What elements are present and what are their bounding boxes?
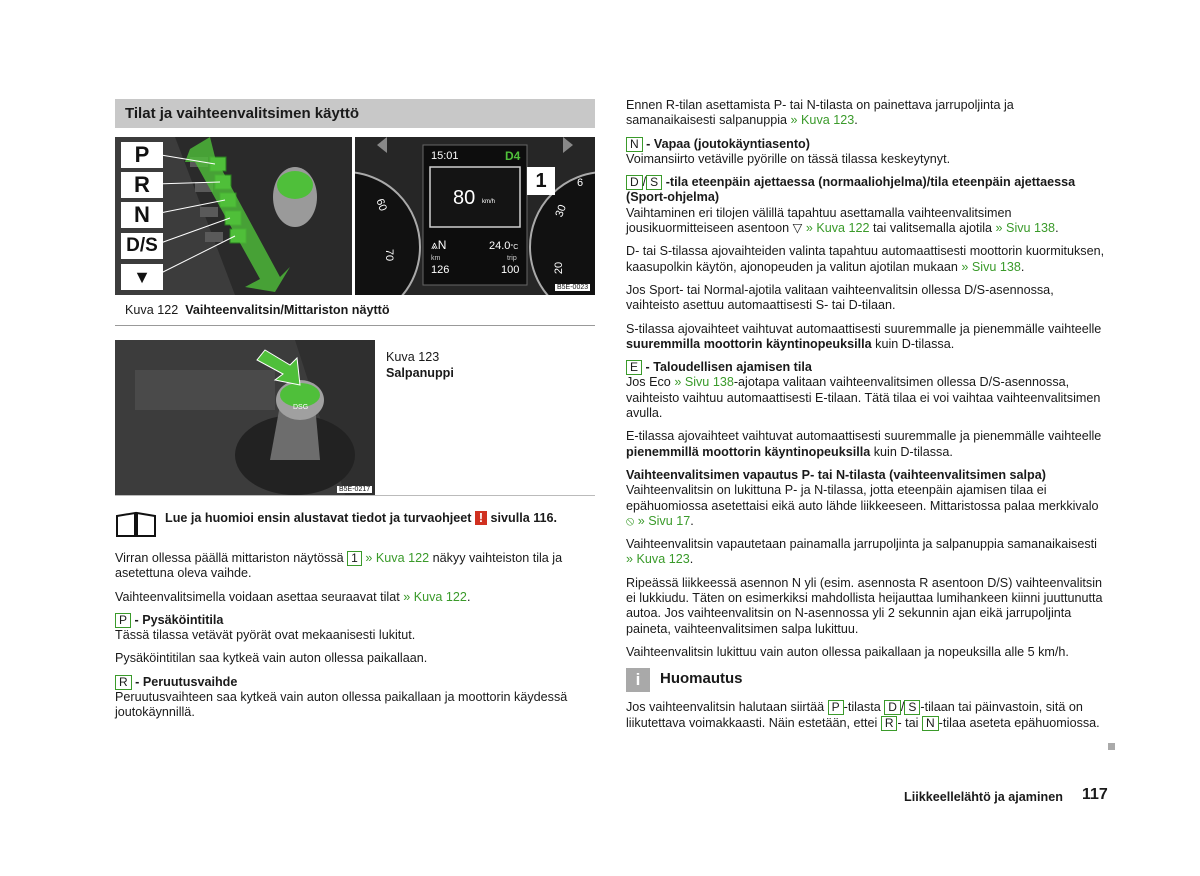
figure-123-caption-text: Salpanuppi [386, 366, 454, 380]
mode-d-box: D [626, 175, 643, 190]
link-sivu-138-c[interactable]: » Sivu 138 [674, 375, 734, 390]
warning-text-a: Lue ja huomioi ensin alustavat tiedot ja turvaohjeet [165, 511, 472, 525]
warning-icon: ! [475, 511, 487, 525]
r-paragraph-5: S-tilassa ajovaihteet vaihtuvat automaattisesti suuremmalle ja pienemmälle vaihteelle suuremmilla moottorin käyntinopeuksilla kuin D-tilassa. [626, 321, 1102, 351]
divider-1 [115, 325, 595, 326]
tick-right-30: 30 [553, 203, 569, 219]
info-icon: i [626, 668, 650, 692]
shift-lock: Vaihteenvalitsimen vapautus P- tai N-tilasta (vaihteenvalitsimen salpa) Vaihteenvalitsin on lukittuna P- ja N-tilassa, jotta eteenpäin ajamisen tilaa ei epähuomiossa asetettaisi eikä auto lähde liikkeeseen. Mittaristossa palaa merkkivalo ⦸ » Sivu 17. [626, 467, 1099, 528]
mode-n-text: Voimansiirto vetäville pyörille on tässä tilassa keskeytynyt. [626, 151, 951, 166]
mode-p-text: Tässä tilassa vetävät pyörät ovat mekaanisesti lukitut. [115, 628, 416, 643]
link-kuva-123-b[interactable]: » Kuva 123 [626, 552, 690, 567]
link-kuva-123-a[interactable]: » Kuva 123 [790, 113, 855, 128]
right-column [626, 98, 1106, 739]
mode-p-title: - Pysäköintitila [134, 612, 224, 627]
mode-r-title: - Peruutusvaihde [135, 674, 238, 689]
mode-ds: D / S -tila eteenpäin ajettaessa (normaaliohjelma)/tila eteenpäin ajettaessa (Sport-ohjelma) Vaihtaminen eri tilojen välillä tapahtuu asettamalla vaihteenvalitsimen jousikuormitteiseen asentoon ▽ » Kuva 122 tai valitsemalla ajotila » Sivu 138. [626, 175, 1076, 236]
figure-123-image [115, 340, 375, 495]
warning-text-b: sivulla 116. [490, 511, 558, 525]
gear-label-down: ▼ [121, 264, 163, 290]
mode-e-title: - Taloudellisen ajamisen tila [645, 360, 812, 375]
note-header [626, 668, 1106, 694]
knob-label: DSG [293, 404, 309, 411]
mode-p-text2: Pysäköintitilan saa kytkeä vain auton ollessa paikallaan. [115, 651, 428, 666]
cluster-km: 126 [431, 264, 450, 276]
figure-123-caption-num: Kuva 123 [386, 350, 440, 364]
tick-left-70: 70 [383, 248, 396, 262]
link-sivu-138-b[interactable]: » Sivu 138 [961, 259, 1021, 274]
mode-ds-title: -tila eteenpäin ajettaessa (normaaliohjelma)/tila eteenpäin ajettaessa (Sport-ohjelma) [626, 175, 1076, 205]
cluster-compass: ⩓N [431, 238, 447, 252]
note-r-box: R [881, 716, 898, 731]
paragraph-1: Virran ollessa päällä mittariston näytössä 1 » Kuva 122 näkyy vaihteiston tila ja asetettuna oleva vaihde. [115, 551, 563, 581]
link-kuva-122-a[interactable]: » Kuva 122 [365, 551, 430, 565]
figure-123-caption [386, 349, 454, 381]
shift-knob-illustration [115, 340, 375, 495]
mode-n-title: - Vapaa (joutokäyntiasento) [646, 136, 810, 151]
figure-122-cluster [355, 137, 595, 295]
section-title: Tilat ja vaihteenvalitsimen käyttö [115, 99, 595, 128]
callout-ref-1: 1 [347, 551, 362, 566]
mode-e: E - Taloudellisen ajamisen tila Jos Eco » Sivu 138-ajotapa valitaan vaihteenvalitsimen ollessa D/S-asennossa, vaihteisto vaihtuu automaattisesti E-tilaan. Tätä tilaa ei voi vaihtaa vaihteenvalitsimen avulla. [626, 360, 1101, 421]
note-p-box: P [828, 700, 844, 715]
r-paragraph-4: Jos Sport- tai Normal-ajotila valitaan vaihteenvalitsin ollessa D/S-asennossa, vaihteisto asettuu automaattisesti S- tai D-tilaan. [626, 282, 1054, 313]
r-paragraph-7: Vaihteenvalitsin vapautetaan painamalla jarrupoljinta ja salpanuppia samanaikaisesti » Kuva 123. [626, 537, 1097, 567]
gear-label-r: R [121, 172, 163, 198]
gear-label-ds: D/S [121, 233, 163, 259]
cluster-temp: 24.0°C [489, 240, 519, 252]
mode-r [115, 675, 595, 721]
note-n-box: N [922, 716, 939, 731]
mode-p-box: P [115, 613, 131, 628]
cluster-trip: 100 [501, 264, 520, 276]
lock-indicator-icon: ⦸ [626, 513, 635, 528]
note-d-box: D [884, 700, 901, 715]
r-paragraph-6: E-tilassa ajovaihteet vaihtuvat automaattisesti suuremmalle ja pienemmälle vaihteelle pienemmillä moottorin käyntinopeuksilla kuin D-tilassa. [626, 429, 1102, 459]
gear-label-n: N [121, 202, 163, 228]
mode-p [115, 613, 595, 644]
divider-2 [115, 495, 595, 496]
r-paragraph-3: D- tai S-tilassa ajovaihteiden valinta tapahtuu automaattisesti moottorin kuormituksen, kaasupolkin käytön, ajonopeuden ja valitun ajotilan mukaan » Sivu 138. [626, 244, 1105, 274]
r-paragraph-9: Vaihteenvalitsin lukittuu vain auton ollessa paikallaan ja nopeuksilla alle 5 km/h. [626, 644, 1069, 659]
link-sivu-138-a[interactable]: » Sivu 138 [995, 221, 1056, 236]
tick-left-60: 60 [373, 197, 389, 213]
end-marker [1108, 743, 1115, 750]
r-paragraph-8: Ripeässä liikkeessä asennon N yli (esim. asennosta R asentoon D/S) vaihteenvalitsin ei lukkiudu. Täten on esimerkiksi mahdollista heijauttaa lumihankeen kiinni juuttunutta autoa. Jos vaihteenvalitsin on N-asennossa yli 2 sekunnin ajan eikä jarrupoljinta paineta, vaihteenvalitsimen salpa lukittuu. [626, 575, 1103, 636]
page-number: 117 [1082, 786, 1108, 803]
link-kuva-122-c[interactable]: » Kuva 122 [805, 221, 870, 236]
tick-right-6: 6 [577, 177, 584, 189]
figure-122-code: B5E-0023 [557, 284, 589, 291]
cluster-speed-unit: km/h [482, 199, 496, 205]
callout-1: 1 [527, 167, 555, 195]
cluster-speed: 80 [453, 187, 476, 209]
note-title: Huomautus [660, 670, 743, 688]
mode-n-box: N [626, 137, 643, 152]
figure-123-code: B5E-0217 [339, 486, 371, 493]
cluster-km-label: km [431, 255, 441, 262]
mode-r-text: Peruutusvaihteen saa kytkeä vain auton ollessa paikallaan ja moottorin käydessä joutokäynnillä. [115, 690, 568, 720]
gear-label-p: P [121, 142, 163, 168]
mode-e-box: E [626, 360, 642, 375]
left-column [115, 551, 595, 729]
mode-r-box: R [115, 675, 132, 690]
figure-122-selector [115, 137, 352, 295]
shift-lock-title: Vaihteenvalitsimen vapautus P- tai N-tilasta (vaihteenvalitsimen salpa) [626, 467, 1046, 482]
figure-122-caption: Kuva 122 Vaihteenvalitsin/Mittariston näyttö [125, 303, 390, 317]
link-sivu-17[interactable]: » Sivu 17 [637, 513, 691, 528]
cluster-gear: D4 [505, 149, 521, 163]
cluster-trip-label: trip [507, 255, 517, 262]
note-text: Jos vaihteenvalitsin halutaan siirtää P -tilasta D / S -tilaan tai päinvastoin, sitä on liikutettava voimakkaasti. Näin estetään, ettei R - tai N -tilaa aseteta epähuomiossa. [626, 700, 1100, 730]
cluster-time: 15:01 [431, 150, 459, 162]
link-kuva-122-b[interactable]: » Kuva 122 [403, 589, 467, 604]
tick-right-20: 20 [553, 261, 566, 275]
note-s-box: S [904, 700, 920, 715]
mode-n [626, 137, 1106, 168]
footer-chapter: Liikkeellelähtö ja ajaminen [904, 790, 1063, 804]
book-icon [115, 510, 157, 538]
mode-s-box: S [646, 175, 662, 190]
r-paragraph-1: Ennen R-tilan asettamista P- tai N-tilasta on painettava jarrupoljinta ja samanaikaisesti salpanuppia » Kuva 123. [626, 98, 1014, 128]
paragraph-2: Vaihteenvalitsimella voidaan asettaa seuraavat tilat » Kuva 122. [115, 589, 471, 604]
